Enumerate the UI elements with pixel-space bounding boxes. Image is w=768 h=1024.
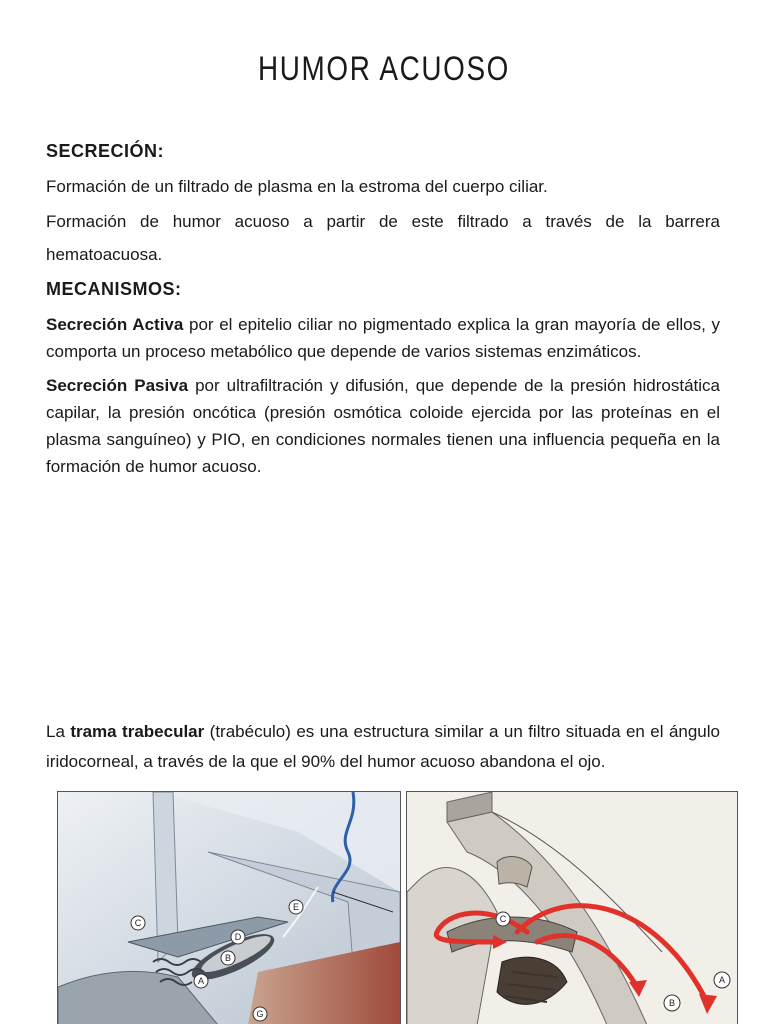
mecanismos-heading: MECANISMOS:: [46, 279, 182, 299]
secrecion-paragraph-2: Formación de humor acuoso a partir de este filtrado a través de la barrera hematoacuosa.: [46, 212, 720, 264]
label-a: A: [197, 976, 205, 986]
trabecular-meshwork-illustration: [57, 791, 401, 1024]
label-c-right: C: [499, 914, 507, 924]
secrecion-pasiva-paragraph: [46, 372, 720, 480]
secrecion-activa-paragraph: [46, 311, 720, 365]
label-a-right: A: [718, 975, 726, 985]
label-b: B: [224, 953, 232, 963]
label-e: E: [292, 902, 300, 912]
label-c: C: [134, 918, 142, 928]
secrecion-pasiva-text: por ultrafiltración y difusión, que depende de la presión hidrostática capilar, la presión oncótica (presión osmótica coloide ejercida por las proteínas en el plasma sanguíneo) y PIO, en condiciones normales tienen una influencia pequeña en la formación de humor acuoso.: [46, 376, 720, 476]
label-b-right: B: [668, 998, 676, 1008]
aqueous-flow-illustration: [406, 791, 738, 1024]
page-title: HUMOR ACUOSO: [257, 50, 511, 88]
secrecion-paragraph-1: Formación de un filtrado de plasma en la estroma del cuerpo ciliar.: [46, 177, 548, 196]
trama-prefix: La: [46, 722, 71, 741]
trama-text: (trabéculo) es una estructura similar a un filtro situada en el ángulo iridocorneal, a través de la que el 90% del humor acuoso abandona el ojo.: [46, 722, 720, 771]
secrecion-heading: SECRECIÓN:: [46, 141, 165, 161]
secrecion-activa-text: por el epitelio ciliar no pigmentado explica la gran mayoría de ellos, y comporta un proceso metabólico que depende de varios sistemas enzimáticos.: [46, 315, 720, 361]
trama-trabecular-paragraph: [46, 717, 720, 777]
secrecion-activa-term: Secreción Activa: [46, 315, 184, 334]
trabecular-meshwork-drawing: [58, 792, 400, 1024]
secrecion-pasiva-term: Secreción Pasiva: [46, 376, 189, 395]
trama-trabecular-term: trama trabecular: [70, 722, 205, 741]
aqueous-flow-drawing: [407, 792, 737, 1024]
label-d: D: [234, 932, 242, 942]
label-g: G: [256, 1009, 264, 1019]
